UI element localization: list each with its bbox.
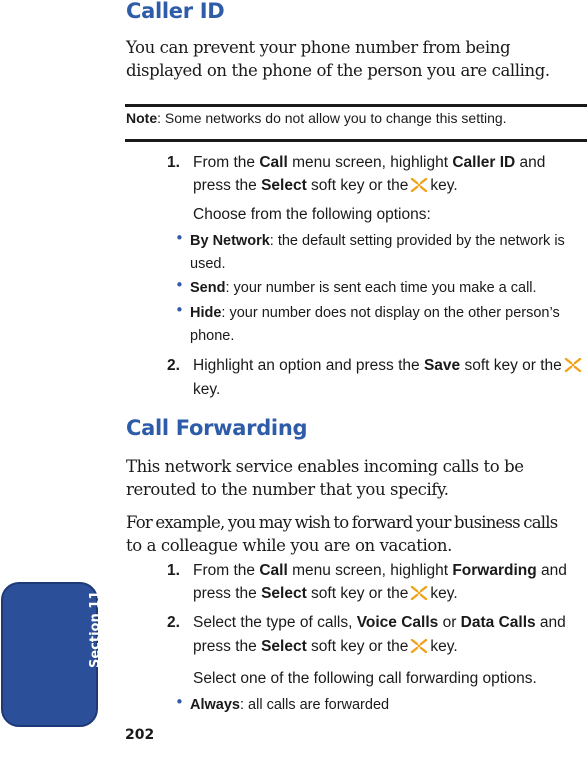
text: From the [193, 154, 260, 171]
option-text: : the default setting provided by the network is [269, 233, 565, 249]
call-menu-term: Call [259, 562, 288, 579]
text: soft key or the [460, 357, 562, 374]
step-number: 1. [167, 154, 180, 171]
option-hide-line2: phone. [190, 328, 235, 344]
text: soft key or the [306, 585, 409, 602]
text: menu screen, highlight [287, 154, 453, 171]
option-text: : your number is sent each time you make a call. [225, 280, 537, 296]
caller-id-step2-line2: key. [193, 381, 221, 398]
save-term: Save [423, 357, 461, 374]
note-label: Note [126, 110, 158, 126]
text: and [535, 614, 566, 631]
text: From the [193, 562, 260, 579]
caller-id-intro-line1: You can prevent your phone number from being [126, 38, 511, 57]
section-tab-label: Section 11 [88, 590, 103, 668]
bullet-icon: • [175, 229, 184, 247]
option-label: Always [190, 697, 240, 713]
caller-id-step2-line1 [193, 354, 584, 378]
select-term: Select [261, 638, 307, 655]
bullet-icon: • [175, 693, 184, 711]
text: and [515, 154, 546, 171]
ok-key-icon [564, 358, 582, 372]
caller-id-term: Caller ID [452, 154, 516, 171]
call-forwarding-intro-line1: This network service enables incoming calls to be [126, 457, 524, 476]
option-text: : your number does not display on the other person’s [221, 305, 560, 321]
cf-step2-sub: Select one of the following call forwarding options. [193, 670, 537, 687]
call-forwarding-intro-line3: For example, you may wish to forward your business calls [126, 513, 558, 532]
page-number: 202 [125, 727, 155, 743]
data-calls-term: Data Calls [460, 614, 536, 631]
text: press the [193, 585, 262, 602]
text: menu screen, highlight [287, 562, 453, 579]
forwarding-term: Forwarding [452, 562, 537, 579]
cf-step2-line2 [193, 635, 458, 659]
text: press the [193, 177, 262, 194]
text: soft key or the [306, 638, 409, 655]
text: Select the type of calls, [193, 614, 357, 631]
text: key. [430, 585, 458, 602]
call-forwarding-intro-line4: to a colleague while you are on vacation. [126, 536, 452, 555]
call-forwarding-heading: Call Forwarding [126, 416, 308, 440]
option-by-network-line2: used. [190, 256, 226, 272]
caller-id-step1-line2 [193, 174, 458, 198]
bullet-icon: • [175, 301, 184, 319]
voice-calls-term: Voice Calls [356, 614, 439, 631]
cf-step1-line1 [193, 559, 567, 583]
ok-key-icon [410, 639, 428, 653]
step-number: 2. [167, 614, 180, 631]
step-number: 2. [167, 357, 180, 374]
option-text: : all calls are forwarded [239, 697, 390, 713]
text: key. [430, 638, 458, 655]
option-by-network-line1 [190, 230, 565, 253]
section-tab [1, 582, 98, 727]
bullet-icon: • [175, 276, 184, 294]
text: Highlight an option and press the [193, 357, 424, 374]
text: or [438, 614, 461, 631]
note [126, 107, 507, 130]
option-label: Hide [190, 305, 222, 321]
call-forwarding-intro-line2: rerouted to the number that you specify. [126, 480, 449, 499]
call-menu-term: Call [259, 154, 288, 171]
cf-step1-line2 [193, 582, 458, 606]
caller-id-step1-line1 [193, 151, 545, 175]
ok-key-icon [410, 586, 428, 600]
caller-id-intro-line2: displayed on the phone of the person you are calling. [126, 61, 550, 80]
step-number: 1. [167, 562, 180, 579]
text: soft key or the [306, 177, 409, 194]
option-always [190, 694, 389, 717]
option-label: Send [190, 280, 226, 296]
option-send [190, 277, 537, 300]
text: press the [193, 638, 262, 655]
select-term: Select [261, 177, 307, 194]
text: key. [430, 177, 458, 194]
ok-key-icon [410, 178, 428, 192]
caller-id-step1-sub: Choose from the following options: [193, 206, 431, 223]
option-label: By Network [190, 233, 270, 249]
caller-id-heading: Caller ID [126, 0, 225, 23]
option-hide-line1 [190, 302, 560, 325]
text: and [536, 562, 567, 579]
select-term: Select [261, 585, 307, 602]
cf-step2-line1 [193, 611, 566, 635]
note-text: : Some networks do not allow you to change this setting. [157, 110, 507, 126]
note-bottom-rule [125, 139, 587, 142]
